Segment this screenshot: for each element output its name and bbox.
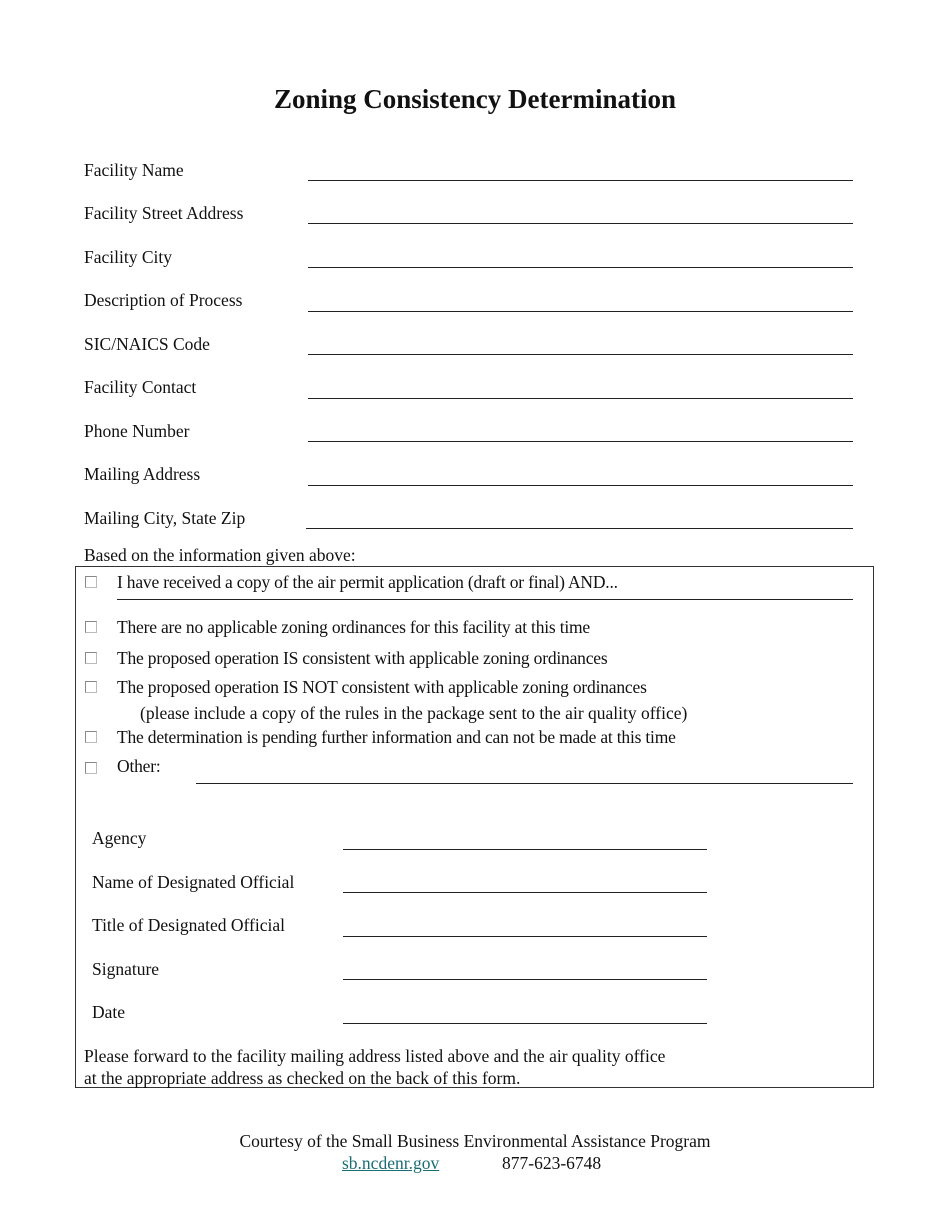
facility-city-field[interactable] xyxy=(308,267,853,268)
facility-contact-field[interactable] xyxy=(308,398,853,399)
facility-street-address-field[interactable] xyxy=(308,223,853,224)
other-input-field[interactable] xyxy=(196,783,853,784)
agency-field[interactable] xyxy=(343,849,707,850)
website-link[interactable]: sb.ncdenr.gov xyxy=(342,1153,440,1173)
facility-city-label: Facility City xyxy=(84,247,172,267)
phone-text: 877-623-6748 xyxy=(502,1153,602,1173)
is-not-consistent-option-label: The proposed operation IS NOT consistent with applicable zoning ordinances xyxy=(117,677,647,697)
not-consistent-note: (please include a copy of the rules in the package sent to the air quality office) xyxy=(140,703,688,723)
pending-determination-option-label: The determination is pending further information and can not be made at this time xyxy=(117,727,676,747)
official-title-field[interactable] xyxy=(343,936,707,937)
is-not-consistent-checkbox[interactable] xyxy=(85,681,97,693)
mailing-address-label: Mailing Address xyxy=(84,464,201,484)
official-name-field[interactable] xyxy=(343,892,707,893)
determination-box xyxy=(75,566,874,1088)
facility-name-label: Facility Name xyxy=(84,160,184,180)
other-checkbox[interactable] xyxy=(85,762,97,774)
mailing-address-field[interactable] xyxy=(308,485,853,486)
signature-label: Signature xyxy=(92,959,160,979)
courtesy-text: Courtesy of the Small Business Environmental Assistance Program xyxy=(239,1131,711,1151)
pending-determination-checkbox[interactable] xyxy=(85,731,97,743)
official-title-label: Title of Designated Official xyxy=(92,915,285,935)
mailing-city-state-zip-label: Mailing City, State Zip xyxy=(84,508,246,528)
determination-intro: Based on the information given above: xyxy=(84,545,356,565)
signature-field[interactable] xyxy=(343,979,707,980)
agency-label: Agency xyxy=(92,828,147,848)
date-field[interactable] xyxy=(343,1023,707,1024)
forward-note-line-2: at the appropriate address as checked on the back of this form. xyxy=(84,1068,521,1088)
mailing-city-state-zip-field[interactable] xyxy=(306,528,853,529)
facility-street-address-label: Facility Street Address xyxy=(84,203,244,223)
phone-number-label: Phone Number xyxy=(84,421,190,441)
is-consistent-checkbox[interactable] xyxy=(85,652,97,664)
other-option-label: Other: xyxy=(117,756,161,776)
no-applicable-ordinances-checkbox[interactable] xyxy=(85,621,97,633)
option-divider xyxy=(117,599,853,600)
form-title: Zoning Consistency Determination xyxy=(273,84,676,114)
sic-naics-code-label: SIC/NAICS Code xyxy=(84,334,210,354)
facility-name-field[interactable] xyxy=(308,180,853,181)
no-applicable-ordinances-option-label: There are no applicable zoning ordinances for this facility at this time xyxy=(117,617,590,637)
description-of-process-label: Description of Process xyxy=(84,290,243,310)
is-consistent-option-label: The proposed operation IS consistent with applicable zoning ordinances xyxy=(117,648,608,668)
description-of-process-field[interactable] xyxy=(308,311,853,312)
sic-naics-code-field[interactable] xyxy=(308,354,853,355)
received-application-checkbox[interactable] xyxy=(85,576,97,588)
forward-note-line-1: Please forward to the facility mailing address listed above and the air quality office xyxy=(84,1046,666,1066)
facility-contact-label: Facility Contact xyxy=(84,377,197,397)
official-name-label: Name of Designated Official xyxy=(92,872,295,892)
phone-number-field[interactable] xyxy=(308,441,853,442)
received-application-option-label: I have received a copy of the air permit application (draft or final) AND... xyxy=(117,572,618,592)
date-label: Date xyxy=(92,1002,126,1022)
